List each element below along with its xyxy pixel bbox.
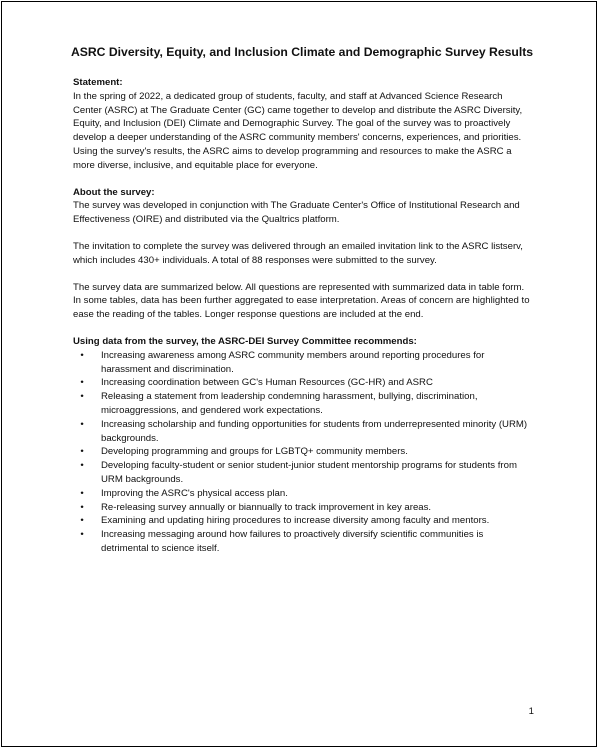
bullet-icon: •	[80, 501, 84, 513]
about-paragraph-1: The survey was developed in conjunction with The Graduate Center's Office of Institutional Research and Effectiveness (OIRE) and distributed via the Qualtrics platform.	[73, 200, 520, 226]
statement-heading: Statement:	[73, 77, 123, 88]
list-item-text: Developing faculty-student or senior student-junior student mentorship programs for students from URM backgrounds.	[101, 460, 517, 485]
about-paragraph-3: The survey data are summarized below. All questions are represented with summarized data in table form. In some tables, data has been further aggregated to ease interpretation. Areas of concern are highlighted to ease the reading of the tables. Longer response questions are included at the end.	[73, 281, 530, 321]
list-item	[73, 528, 531, 556]
paragraph-spacer	[73, 227, 531, 240]
list-item	[73, 376, 531, 390]
list-item-text: Improving the ASRC's physical access plan.	[101, 487, 288, 499]
bullet-icon: •	[80, 377, 84, 389]
bullet-icon: •	[80, 460, 84, 472]
list-item-text: Releasing a statement from leadership condemning harassment, bullying, discrimination, microaggressions, and gendered work expectations.	[101, 391, 478, 416]
list-item	[73, 459, 531, 487]
bullet-icon: •	[80, 529, 84, 541]
document-page	[1, 1, 597, 747]
section-spacer	[73, 322, 531, 335]
bullet-icon: •	[80, 349, 84, 361]
document-body	[70, 44, 534, 556]
list-item-text: Examining and updating hiring procedures to increase diversity among faculty and mentors.	[101, 515, 490, 527]
list-item-text: Increasing awareness among ASRC community members around reporting procedures for harassment and discrimination.	[101, 349, 485, 375]
list-item-text: Developing programming and groups for LGBTQ+ community members.	[101, 446, 408, 458]
bullet-icon: •	[80, 515, 84, 527]
about-heading: About the survey:	[73, 186, 155, 198]
list-item-text: Increasing coordination between GC's Human Resources (GC-HR) and ASRC	[101, 377, 433, 389]
list-item	[73, 418, 531, 446]
list-item	[73, 501, 531, 515]
list-item	[73, 445, 531, 459]
document-title: ASRC Diversity, Equity, and Inclusion Climate and Demographic Survey Results	[70, 45, 534, 59]
list-item	[73, 390, 531, 418]
list-item-text: Increasing scholarship and funding opportunities for students from underrepresented minority (URM) backgrounds.	[101, 418, 528, 444]
list-item-text: Re-releasing survey annually or biannually to track improvement in key areas.	[101, 501, 432, 513]
list-item	[73, 514, 531, 528]
paragraph-spacer	[73, 268, 531, 281]
bullet-icon: •	[80, 418, 84, 430]
list-item-text: Increasing messaging around how failures to proactively diversify scientific communities is detrimental to science itself.	[101, 529, 484, 554]
recommendations-heading: Using data from the survey, the ASRC-DEI Survey Committee recommends:	[73, 335, 417, 347]
statement-paragraph: In the spring of 2022, a dedicated group of students, faculty, and staff at Advanced Science Research Center (ASRC) at The Graduate Center (GC) came together to develop and distribute the ASRC Diversity, Equity, and Inclusion (DEI) Climate and Demographic Survey. The goal of the survey was to proactively develop a deeper understanding of the ASRC community members' concerns, experiences, and priorities. Using the survey's results, the ASRC aims to develop programming and resources to make the ASRC a more diverse, inclusive, and equitable place for everyone.	[73, 90, 523, 171]
list-item	[73, 487, 531, 501]
bullet-icon: •	[80, 487, 84, 499]
section-spacer	[73, 173, 531, 186]
list-item	[73, 349, 531, 377]
bullet-icon: •	[80, 446, 84, 458]
about-paragraph-2: The invitation to complete the survey was delivered through an emailed invitation link to the ASRC listserv, which includes 430+ individuals. A total of 88 responses were submitted to the survey.	[73, 240, 523, 266]
page-number: 1	[528, 706, 534, 717]
recommendations-list	[73, 349, 531, 556]
bullet-icon: •	[80, 391, 84, 403]
